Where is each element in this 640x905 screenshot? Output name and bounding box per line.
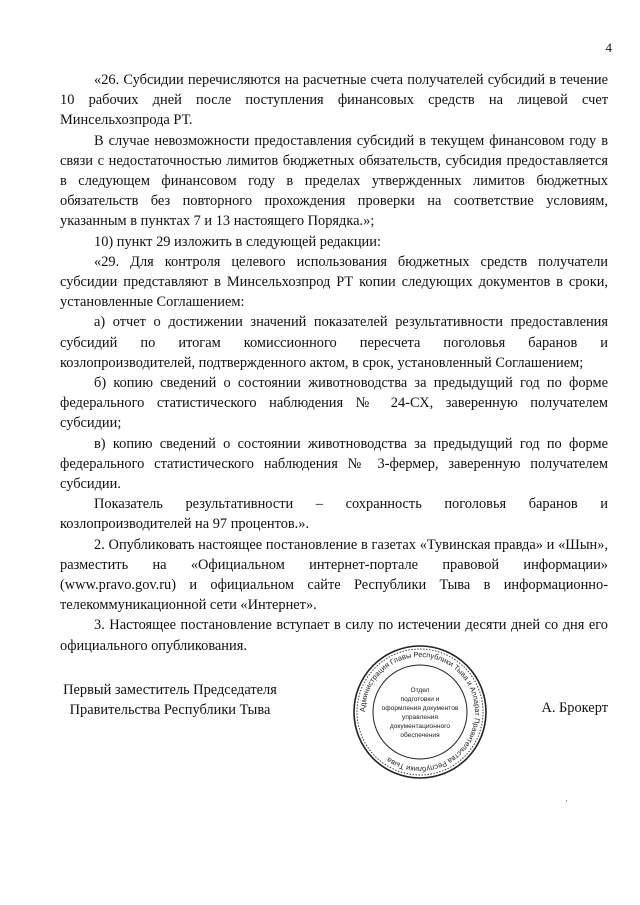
seal-ring-text: Администрация Главы Республики Тыва и Аппарат Правительства Республики Тыва [357, 649, 483, 775]
paragraph-29-b: б) копию сведений о состоянии животноводства за предыдущий год по форме федерального статистического наблюдения № 24-СХ, заверенную получателем субсидии; [60, 375, 608, 432]
signatory-name: А. Брокерт [541, 700, 608, 716]
svg-text:управления: управления [402, 714, 438, 721]
scan-speck [566, 800, 567, 802]
paragraph-26-continuation: В случае невозможности предоставления субсидий в текущем финансовом году в связи с недостаточностью лимитов бюджетных обязательств, субсидия предоставляется в следующем финансовом году в пределах утвержденных лимитов бюджетных обязательств без повторного прохождения проверки на соответствие условиям, указанным в пунктах 7 и 13 настоящего Порядка.»; [60, 132, 608, 230]
paragraph-performance-indicator: Показатель результативности – сохранность поголовья баранов и козлопроизводителей на 97 процентов.». [60, 496, 608, 533]
paragraph-26: «26. Субсидии перечисляются на расчетные счета получателей субсидий в течение 10 рабочих дней после поступления финансовых средств на лицевой счет Минсельхозпрода РТ. [60, 72, 608, 129]
svg-text:Отдел: Отдел [410, 687, 430, 694]
document-body [60, 70, 608, 656]
paragraph-item-10: 10) пункт 29 изложить в следующей редакции: [94, 233, 381, 250]
seal-center [382, 687, 459, 739]
paragraph-publication: 2. Опубликовать настоящее постановление в газетах «Тувинская правда» и «Шын», разместить на «Официальном интернет-портале правовой информации» (www.pravo.gov.ru) и официальном сайте Республики Тыва в информационно-телекоммуникационной сети «Интернет». [60, 536, 608, 614]
signature-block [0, 640, 640, 780]
signatory-title-line1: Первый заместитель Председателя [63, 682, 277, 698]
paragraph-29-v: в) копию сведений о состоянии животноводства за предыдущий год по форме федерального статистического наблюдения № 3-фермер, заверенную получателем субсидии. [60, 435, 608, 493]
page-number: 4 [605, 40, 612, 55]
paragraph-effective-date: 3. Настоящее постановление вступает в силу по истечении десяти дней со дня его официального опубликования. [60, 617, 608, 654]
svg-text:оформления документов: оформления документов [381, 705, 459, 712]
svg-text:обеспечения: обеспечения [400, 732, 440, 739]
signatory-title [55, 680, 285, 720]
signatory-title-line2: Правительства Республики Тыва [69, 702, 271, 718]
svg-text:документационного: документационного [389, 723, 451, 730]
svg-text:подготовки и: подготовки и [400, 696, 440, 703]
paragraph-29-a: а) отчет о достижении значений показателей результативности предоставления субсидий по итогам комиссионного пересчета поголовья баранов и козлопроизводителей, подтвержденного актом, в срок, установленный Соглашением; [60, 314, 608, 371]
paragraph-29: «29. Для контроля целевого использования бюджетных средств получатели субсидии представляют в Минсельхозпрод РТ копии следующих документов в сроки, установленные Соглашением: [60, 253, 608, 311]
official-seal [350, 642, 490, 782]
